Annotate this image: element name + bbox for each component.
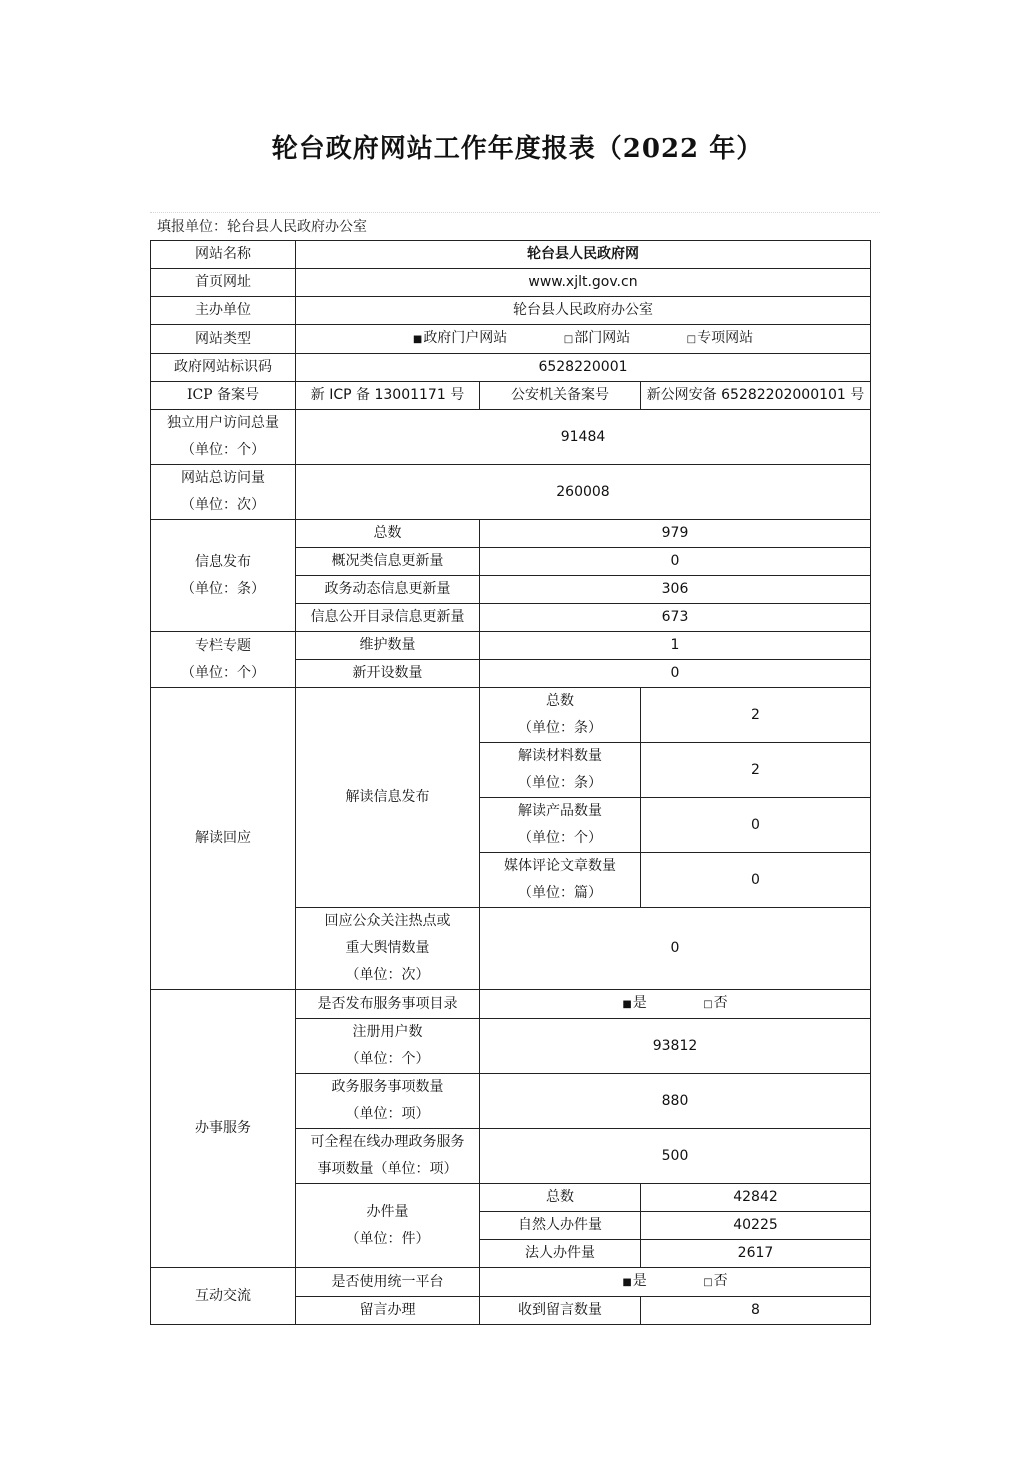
homepage-value: www.xjlt.gov.cn	[296, 269, 871, 297]
option-label: 部门网站	[574, 330, 631, 346]
site-name-value: 轮台县人民政府网	[296, 241, 871, 269]
site-type-option	[413, 325, 507, 353]
unit-text: （单位：条）	[181, 580, 265, 597]
response-value: 0	[480, 908, 871, 990]
unchecked-box-icon: □	[703, 999, 713, 1010]
checked-box-icon: ■	[622, 1277, 632, 1288]
icp-value: 新 ICP 备 13001171 号	[296, 382, 480, 410]
table-row	[151, 297, 871, 325]
unit-text: （单位：个）	[345, 1051, 430, 1067]
unit-text: （单位：件）	[345, 1230, 430, 1247]
police-record-label: 公安机关备案号	[480, 382, 641, 410]
checked-box-icon: ■	[622, 999, 632, 1010]
info-item-label: 信息公开目录信息更新量	[296, 604, 480, 632]
label-text: 办件量	[366, 1203, 409, 1220]
interpret-item-value: 2	[641, 688, 871, 743]
divider	[150, 212, 880, 213]
handled-item-label: 总数	[480, 1184, 641, 1212]
unchecked-box-icon: □	[686, 334, 697, 345]
items-count-value: 880	[480, 1074, 871, 1129]
option-label: 是	[632, 995, 647, 1011]
handled-item-label: 自然人办件量	[480, 1212, 641, 1240]
unique-visitors-label	[151, 410, 296, 465]
items-count-label	[296, 1074, 480, 1129]
interpret-item-value: 2	[641, 743, 871, 798]
table-row	[151, 325, 871, 354]
handled-item-value: 2617	[641, 1240, 871, 1268]
unit-text: （单位：条）	[518, 720, 602, 736]
option-label: 专项网站	[697, 330, 754, 346]
platform-options	[480, 1268, 871, 1297]
interpret-item-value: 0	[641, 798, 871, 853]
table-row	[151, 990, 871, 1019]
homepage-label: 首页网址	[151, 269, 296, 297]
column-item-label: 维护数量	[296, 632, 480, 660]
message-label: 留言办理	[296, 1297, 480, 1325]
interpret-item-label	[480, 853, 641, 908]
registered-label	[296, 1019, 480, 1074]
unit-text: （单位：次）	[181, 497, 265, 513]
label-text: 注册用户数	[352, 1024, 423, 1040]
interpret-sub-label: 解读信息发布	[296, 688, 480, 908]
column-item-value: 1	[480, 632, 871, 660]
option-label: 否	[713, 995, 728, 1011]
interpret-item-label	[480, 798, 641, 853]
message-sub-label: 收到留言数量	[480, 1297, 641, 1325]
unit-text: （单位：个）	[181, 664, 265, 681]
interpret-item-label	[480, 743, 641, 798]
option-label: 否	[713, 1273, 728, 1289]
option-label: 是	[632, 1273, 647, 1289]
info-item-value: 306	[480, 576, 871, 604]
page-title: 轮台政府网站工作年度报表（2022 年）	[271, 134, 764, 164]
unit-text: （单位：次）	[345, 967, 430, 983]
info-item-label: 总数	[296, 520, 480, 548]
yes-option	[622, 1268, 646, 1296]
table-row	[151, 1268, 871, 1297]
handled-item-value: 42842	[641, 1184, 871, 1212]
label-text: 专栏专题	[195, 637, 251, 654]
site-id-label: 政府网站标识码	[151, 354, 296, 382]
response-label	[296, 908, 480, 990]
unit-text: （单位：个）	[518, 830, 602, 846]
site-type-option	[564, 325, 630, 353]
info-item-value: 979	[480, 520, 871, 548]
column-item-label: 新开设数量	[296, 660, 480, 688]
label-text: 可全程在线办理政务服务	[310, 1134, 465, 1150]
label-text: 解读产品数量	[518, 803, 602, 819]
handled-item-value: 40225	[641, 1212, 871, 1240]
unit-text: （单位：个）	[181, 442, 265, 458]
info-item-label: 政务动态信息更新量	[296, 576, 480, 604]
yes-option	[622, 990, 646, 1018]
no-option	[703, 990, 727, 1018]
icp-label: ICP 备案号	[151, 382, 296, 410]
label-text: 事项数量（单位：项）	[317, 1161, 458, 1177]
unit-text: （单位：项）	[345, 1106, 430, 1122]
label-text: 网站总访问量	[181, 470, 265, 486]
unit-text: （单位：条）	[518, 775, 602, 791]
sponsor-value: 轮台县人民政府办公室	[296, 297, 871, 325]
table-row	[151, 632, 871, 660]
registered-value: 93812	[480, 1019, 871, 1074]
table-row	[151, 688, 871, 743]
interpret-item-label	[480, 688, 641, 743]
platform-label: 是否使用统一平台	[296, 1268, 480, 1297]
label-text: 回应公众关注热点或	[324, 913, 451, 929]
catalog-label: 是否发布服务事项目录	[296, 990, 480, 1019]
site-type-option	[687, 325, 753, 353]
info-publish-label	[151, 520, 296, 632]
table-row	[151, 354, 871, 382]
table-row	[151, 465, 871, 520]
unchecked-box-icon: □	[563, 334, 574, 345]
total-visits-value: 260008	[296, 465, 871, 520]
label-text: 政务服务事项数量	[331, 1079, 444, 1095]
report-table	[150, 240, 871, 1325]
online-label	[296, 1129, 480, 1184]
site-type-label: 网站类型	[151, 325, 296, 354]
label-text: 总数	[546, 693, 574, 709]
info-item-value: 0	[480, 548, 871, 576]
interpret-label: 解读回应	[151, 688, 296, 990]
info-item-value: 673	[480, 604, 871, 632]
handled-label	[296, 1184, 480, 1268]
table-row	[151, 269, 871, 297]
table-row	[151, 241, 871, 269]
message-value: 8	[641, 1297, 871, 1325]
reporting-unit: 填报单位：轮台县人民政府办公室	[157, 219, 367, 235]
columns-label	[151, 632, 296, 688]
interaction-label: 互动交流	[151, 1268, 296, 1325]
unchecked-box-icon: □	[703, 1277, 713, 1288]
unique-visitors-value: 91484	[296, 410, 871, 465]
no-option	[703, 1268, 727, 1296]
handled-item-label: 法人办件量	[480, 1240, 641, 1268]
label-text: 信息发布	[195, 553, 251, 570]
total-visits-label	[151, 465, 296, 520]
option-label: 政府门户网站	[423, 330, 508, 346]
label-text: 媒体评论文章数量	[504, 858, 616, 874]
service-label: 办事服务	[151, 990, 296, 1268]
table-row	[151, 382, 871, 410]
site-id-value: 6528220001	[296, 354, 871, 382]
checked-box-icon: ■	[412, 334, 423, 345]
table-row	[151, 410, 871, 465]
table-row	[151, 520, 871, 548]
info-item-label: 概况类信息更新量	[296, 548, 480, 576]
label-text: 解读材料数量	[518, 748, 602, 764]
column-item-value: 0	[480, 660, 871, 688]
interpret-item-value: 0	[641, 853, 871, 908]
online-value: 500	[480, 1129, 871, 1184]
unit-text: （单位：篇）	[518, 885, 602, 901]
label-text: 重大舆情数量	[345, 940, 430, 956]
site-name-label: 网站名称	[151, 241, 296, 269]
catalog-options	[480, 990, 871, 1019]
police-record-value: 新公网安备 65282202000101 号	[641, 382, 871, 410]
label-text: 独立用户访问总量	[167, 415, 279, 431]
sponsor-label: 主办单位	[151, 297, 296, 325]
site-type-options	[296, 325, 871, 354]
